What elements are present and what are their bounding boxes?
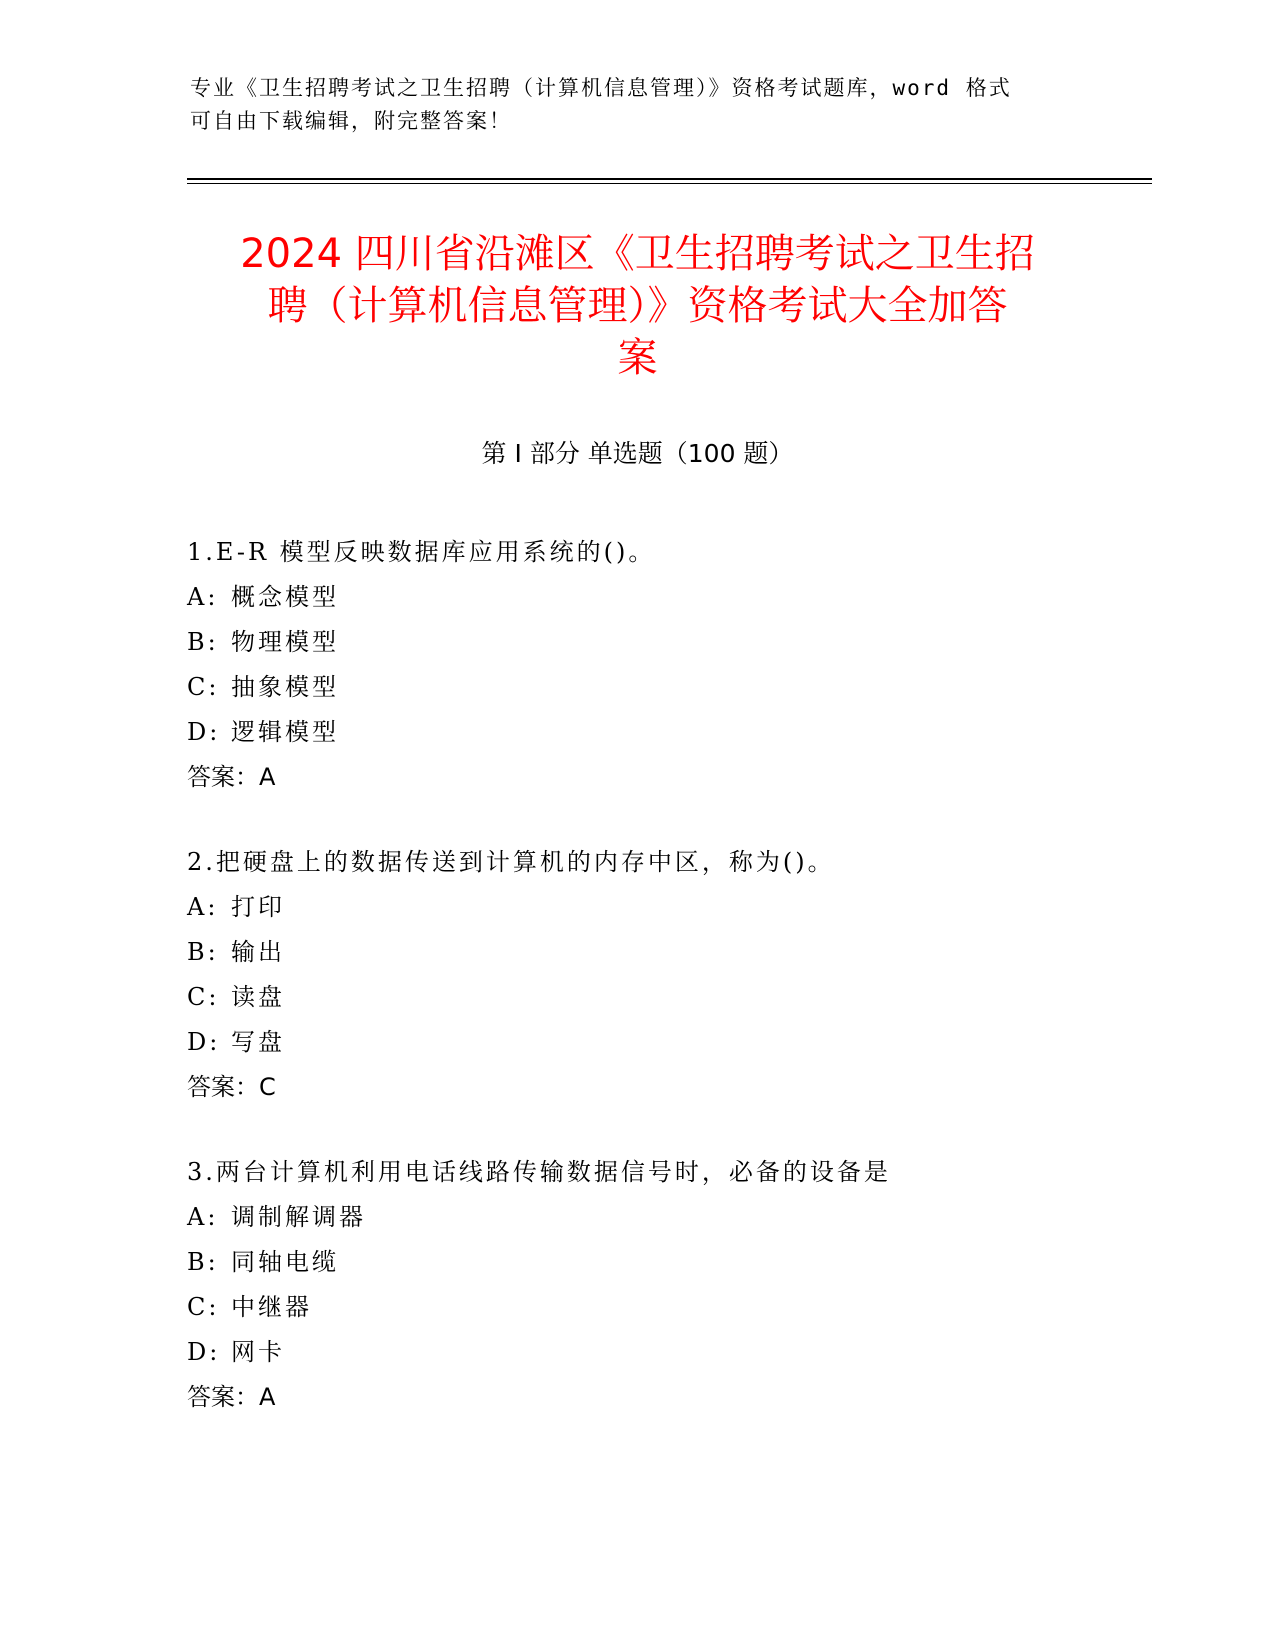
document-title: [150, 228, 1125, 384]
option-label: A:: [187, 893, 219, 921]
option-label: B:: [187, 938, 219, 966]
option-label: A:: [187, 1203, 219, 1231]
section-heading: 第 I 部分 单选题（100 题）: [481, 439, 794, 468]
option-text: 读盘: [231, 983, 285, 1011]
option-text: 调制解调器: [231, 1203, 366, 1231]
option-text: 物理模型: [231, 628, 339, 656]
option-text: 抽象模型: [231, 673, 339, 701]
header-note-line-1: 专业《卫生招聘考试之卫生招聘（计算机信息管理）》资格考试题库，word 格式: [190, 76, 1012, 100]
option-label: D:: [187, 1338, 221, 1366]
option-b: [187, 930, 1147, 975]
option-label: B:: [187, 1248, 219, 1276]
option-text: 概念模型: [231, 583, 339, 611]
option-c: [187, 665, 1147, 710]
option-d: [187, 1330, 1147, 1375]
question-list: [187, 530, 1147, 1460]
option-c: [187, 975, 1147, 1020]
document-title-line-1: 2024 四川省沿滩区《卫生招聘考试之卫生招: [240, 231, 1035, 277]
question-2: [187, 840, 1147, 1110]
answer: 答案：C: [187, 1073, 276, 1101]
option-text: 中继器: [231, 1293, 312, 1321]
option-a: [187, 1195, 1147, 1240]
document-title-line-3: 案: [617, 335, 658, 381]
option-d: [187, 1020, 1147, 1065]
option-b: [187, 1240, 1147, 1285]
option-b: [187, 620, 1147, 665]
header-divider-thick: [187, 178, 1152, 180]
option-a: [187, 885, 1147, 930]
option-text: 打印: [231, 893, 285, 921]
option-c: [187, 1285, 1147, 1330]
question-stem: 3.两台计算机利用电话线路传输数据信号时，必备的设备是: [187, 1158, 891, 1186]
option-d: [187, 710, 1147, 755]
header-note: [190, 72, 1090, 138]
answer: 答案：A: [187, 763, 276, 791]
option-text: 逻辑模型: [231, 718, 339, 746]
option-text: 网卡: [231, 1338, 285, 1366]
option-text: 同轴电缆: [231, 1248, 339, 1276]
option-label: C:: [187, 673, 220, 701]
answer: 答案：A: [187, 1383, 276, 1411]
header-note-line-2: 可自由下载编辑，附完整答案！: [190, 109, 512, 133]
question-stem: 2.把硬盘上的数据传送到计算机的内存中区，称为()。: [187, 848, 835, 876]
option-label: C:: [187, 1293, 220, 1321]
option-label: D:: [187, 718, 221, 746]
option-label: C:: [187, 983, 220, 1011]
option-label: A:: [187, 583, 219, 611]
document-title-line-2: 聘（计算机信息管理）》资格考试大全加答: [267, 283, 1008, 329]
option-text: 写盘: [231, 1028, 285, 1056]
question-3: [187, 1150, 1147, 1420]
option-a: [187, 575, 1147, 620]
option-text: 输出: [231, 938, 285, 966]
option-label: D:: [187, 1028, 221, 1056]
option-label: B:: [187, 628, 219, 656]
header-divider-thin: [187, 183, 1152, 184]
question-1: [187, 530, 1147, 800]
question-stem: 1.E-R 模型反映数据库应用系统的()。: [187, 538, 656, 566]
